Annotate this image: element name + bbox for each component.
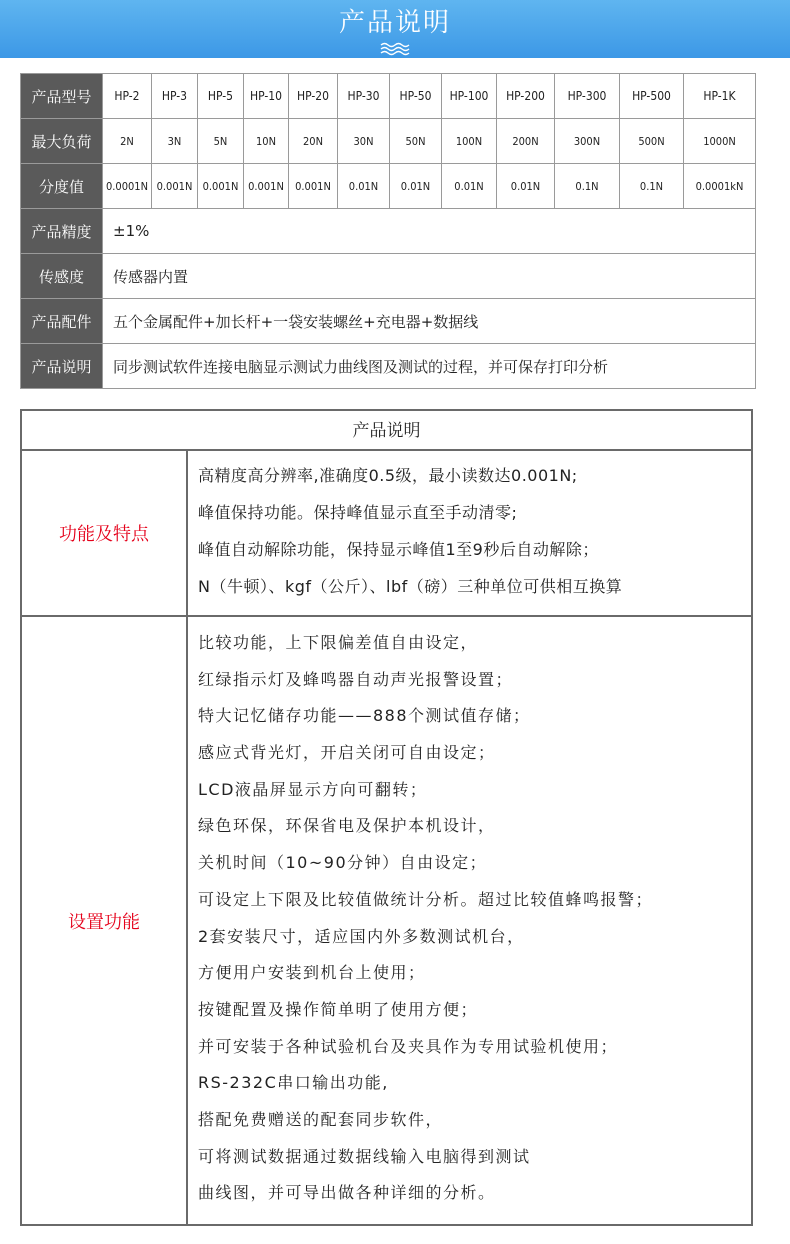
- features-lines: [198, 457, 751, 605]
- model-cell: HP-500: [620, 74, 684, 119]
- load-cell: 200N: [497, 119, 555, 164]
- model-cell: HP-5: [198, 74, 244, 119]
- division-cell: 0.1N: [555, 164, 620, 209]
- setting-line: 特大记忆储存功能——888个测试值存储；: [198, 706, 531, 726]
- model-cell: HP-20: [289, 74, 338, 119]
- setting-line: 绿色环保，环保省电及保护本机设计，: [198, 816, 496, 836]
- feature-line: 峰值保持功能。保持峰值显示直至手动清零;: [198, 503, 518, 522]
- setting-line: 红绿指示灯及蜂鸣器自动声光报警设置；: [198, 669, 514, 689]
- features-label: 功能及特点: [22, 451, 188, 615]
- load-cell: 300N: [555, 119, 620, 164]
- division-cell: 0.001N: [244, 164, 289, 209]
- load-cell: 20N: [289, 119, 338, 164]
- division-cell: 0.001N: [152, 164, 198, 209]
- accuracy-row: [21, 209, 756, 254]
- model-cell: HP-50: [390, 74, 442, 119]
- model-cell: HP-10: [244, 74, 289, 119]
- load-cell: 50N: [390, 119, 442, 164]
- load-cell: 2N: [103, 119, 152, 164]
- setting-line: LCD液晶屏显示方向可翻转；: [198, 779, 428, 799]
- setting-line: 可设定上下限及比较值做统计分析。超过比较值蜂鸣报警；: [198, 889, 654, 909]
- banner-title: 产品说明: [338, 8, 451, 38]
- features-section: [22, 451, 751, 617]
- description-value: 同步测试软件连接电脑显示测试力曲线图及测试的过程，并可保存打印分析: [103, 344, 756, 389]
- description-header: 产品说明: [22, 411, 751, 451]
- load-cell: 3N: [152, 119, 198, 164]
- setting-line: 感应式背光灯，开启关闭可自由设定；: [198, 743, 496, 763]
- feature-line: N（牛顿）、kgf（公斤）、lbf（磅）三种单位可供相互换算: [198, 577, 623, 596]
- sensor-value: 传感器内置: [103, 254, 756, 299]
- title-banner: [0, 0, 790, 58]
- feature-line: 高精度高分辨率,准确度0.5级，最小读数达0.001N;: [198, 466, 578, 485]
- wave-icon: [379, 42, 411, 56]
- setting-line: 方便用户安装到机台上使用；: [198, 963, 426, 983]
- model-cell: HP-100: [442, 74, 497, 119]
- model-cell: HP-2: [103, 74, 152, 119]
- load-label: 最大负荷: [21, 119, 103, 164]
- division-row: [21, 164, 756, 209]
- division-cell: 0.001N: [289, 164, 338, 209]
- setting-line: 2套安装尺寸，适应国内外多数测试机台，: [198, 926, 525, 946]
- division-cell: 0.001N: [198, 164, 244, 209]
- load-row: [21, 119, 756, 164]
- setting-line: 可将测试数据通过数据线输入电脑得到测试: [198, 1146, 531, 1166]
- load-cell: 1000N: [684, 119, 756, 164]
- sensor-row: [21, 254, 756, 299]
- model-cell: HP-3: [152, 74, 198, 119]
- division-cell: 0.01N: [442, 164, 497, 209]
- description-label: 产品说明: [21, 344, 103, 389]
- accuracy-label: 产品精度: [21, 209, 103, 254]
- model-cell: HP-300: [555, 74, 620, 119]
- sensor-label: 传感度: [21, 254, 103, 299]
- spec-table: [20, 73, 756, 389]
- settings-label: 设置功能: [22, 617, 188, 1224]
- accessories-row: [21, 299, 756, 344]
- accessories-value: 五个金属配件+加长杆+一袋安装螺丝+充电器+数据线: [103, 299, 756, 344]
- setting-line: 曲线图，并可导出做各种详细的分析。: [198, 1183, 496, 1203]
- division-cell: 0.01N: [497, 164, 555, 209]
- setting-line: 并可安装于各种试验机台及夹具作为专用试验机使用；: [198, 1036, 619, 1056]
- settings-section: [22, 617, 751, 1224]
- accessories-label: 产品配件: [21, 299, 103, 344]
- description-row: [21, 344, 756, 389]
- feature-line: 峰值自动解除功能，保持显示峰值1至9秒后自动解除；: [198, 540, 599, 559]
- division-cell: 0.1N: [620, 164, 684, 209]
- load-cell: 10N: [244, 119, 289, 164]
- model-cell: HP-200: [497, 74, 555, 119]
- setting-line: 关机时间（10~90分钟）自由设定；: [198, 853, 488, 873]
- division-label: 分度值: [21, 164, 103, 209]
- load-cell: 30N: [338, 119, 390, 164]
- load-cell: 500N: [620, 119, 684, 164]
- load-cell: 100N: [442, 119, 497, 164]
- setting-line: 搭配免费赠送的配套同步软件，: [198, 1109, 444, 1129]
- setting-line: RS-232C串口输出功能,: [198, 1073, 389, 1093]
- division-cell: 0.0001N: [103, 164, 152, 209]
- description-table: [20, 409, 753, 1226]
- setting-line: 按键配置及操作简单明了使用方便；: [198, 999, 479, 1019]
- accuracy-value: ±1%: [103, 209, 756, 254]
- model-cell: HP-1K: [684, 74, 756, 119]
- division-cell: 0.01N: [338, 164, 390, 209]
- model-cell: HP-30: [338, 74, 390, 119]
- model-row: [21, 74, 756, 119]
- load-cell: 5N: [198, 119, 244, 164]
- division-cell: 0.0001kN: [684, 164, 756, 209]
- division-cell: 0.01N: [390, 164, 442, 209]
- model-label: 产品型号: [21, 74, 103, 119]
- settings-lines: [198, 625, 751, 1212]
- setting-line: 比较功能，上下限偏差值自由设定，: [198, 633, 479, 652]
